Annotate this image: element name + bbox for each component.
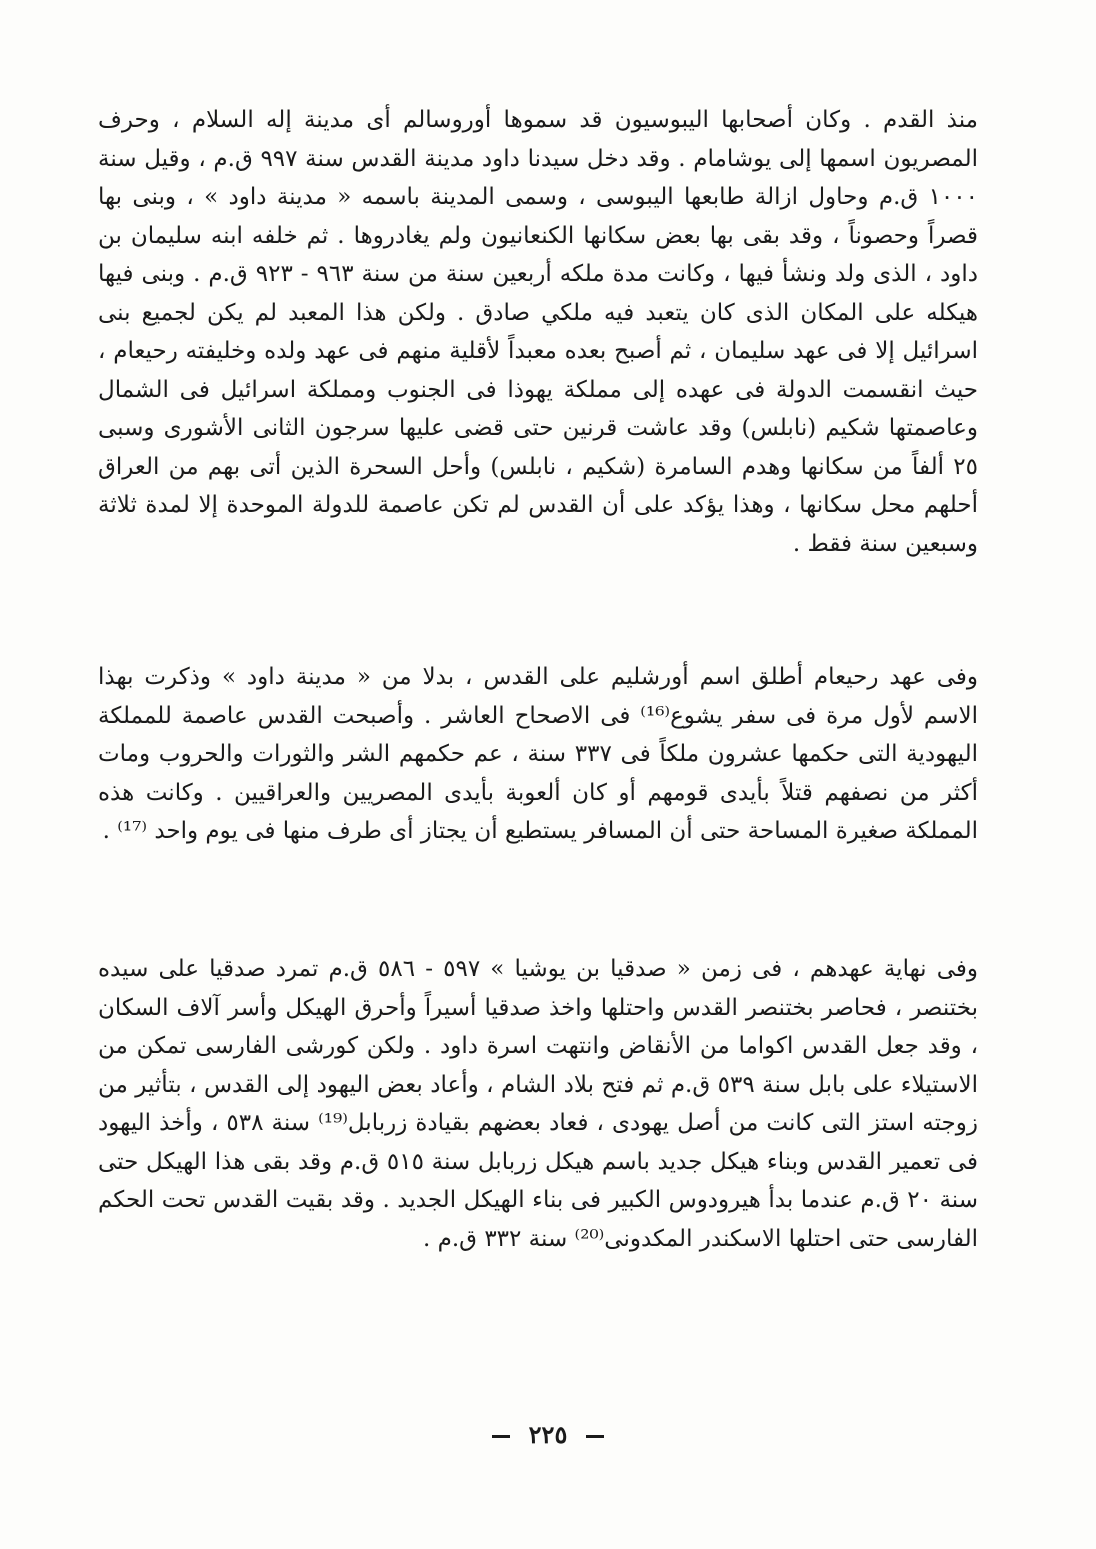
page-number-dash-right <box>492 1435 510 1438</box>
body-paragraph-3 <box>98 950 978 1258</box>
page-number <box>0 1420 1096 1449</box>
body-paragraph-1 <box>98 101 978 563</box>
page-number-value: ٢٢٥ <box>528 1420 568 1449</box>
body-paragraph-2 <box>98 658 978 851</box>
paragraph-text: وفى عهد رحيعام أطلق اسم أورشليم على القدس ، بدلا من « مدينة داود » وذكرت بهذا الاسم لأول مرة فى سفر يشوع⁽¹⁶⁾ فى الاصحاح العاشر . وأصبحت القدس عاصمة للمملكة اليهودية التى حكمها عشرون ملكاً فى ٣٣٧ سنة ، عم حكمهم الشر والثورات والحروب ومات أكثر من نصفهم قتلاً بأيدى قومهم أو كان ألعوبة بأيدى المصريين والعراقيين . وكانت هذه المملكة صغيرة المساحة حتى أن المسافر يستطيع أن يجتاز أى طرف منها فى يوم واحد ⁽¹⁷⁾ . <box>98 664 978 844</box>
paragraph-text: منذ القدم . وكان أصحابها اليبوسيون قد سموها أوروسالم أى مدينة إله السلام ، وحرف المصريون اسمها إلى يوشامام . وقد دخل سيدنا داود مدينة القدس سنة ٩٩٧ ق.م ، وقيل سنة ١٠٠٠ ق.م وحاول ازالة طابعها اليبوسى ، وسمى المدينة باسمه « مدينة داود » ، وبنى بها قصراً وحصوناً ، وقد بقى بها بعض سكانها الكنعانيون ولم يغادروها . ثم خلفه ابنه سليمان بن داود ، الذى ولد ونشأ فيها ، وكانت مدة ملكه أربعين سنة من سنة ٩٦٣ - ٩٢٣ ق.م . وبنى فيها هيكله على المكان الذى كان يتعبد فيه ملكي صادق . ولكن هذا المعبد لم يكن لجميع بنى اسرائيل إلا فى عهد سليمان ، ثم أصبح بعده معبداً لأقلية منهم فى عهد ولده وخليفته رحيعام ، حيث انقسمت الدولة فى عهده إلى مملكة يهوذا فى الجنوب ومملكة اسرائيل فى الشمال وعاصمتها شكيم (نابلس) وقد عاشت قرنين حتى قضى عليها سرجون الثانى الأشورى وسبى ٢٥ ألفاً من سكانها وهدم السامرة (شكيم ، نابلس) وأحل السحرة الذين أتى بهم من العراق أحلهم محل سكانها ، وهذا يؤكد على أن القدس لم تكن عاصمة للدولة الموحدة إلا لمدة ثلاثة وسبعين سنة فقط . <box>98 107 978 557</box>
paragraph-text: وفى نهاية عهدهم ، فى زمن « صدقيا بن يوشيا » ٥٩٧ - ٥٨٦ ق.م تمرد صدقيا على سيده بختنصر ، فحاصر بختنصر القدس واحتلها واخذ صدقيا أسيراً وأحرق الهيكل وأسر آلاف السكان ، وقد جعل القدس اكواما من الأنقاض وانتهت اسرة داود . ولكن كورشى الفارسى تمكن من الاستيلاء على بابل سنة ٥٣٩ ق.م ثم فتح بلاد الشام ، وأعاد بعض اليهود إلى القدس ، بتأثير من زوجته استز التى كانت من أصل يهودى ، فعاد بعضهم بقيادة زربابل⁽¹⁹⁾ سنة ٥٣٨ ، وأخذ اليهود فى تعمير القدس وبناء هيكل جديد باسم هيكل زربابل سنة ٥١٥ ق.م وقد بقى هذا الهيكل حتى سنة ٢٠ ق.م عندما بدأ هيرودوس الكبير فى بناء الهيكل الجديد . وقد بقيت القدس تحت الحكم الفارسى حتى احتلها الاسكندر المكدونى⁽²⁰⁾ سنة ٣٣٢ ق.م . <box>98 956 978 1252</box>
page-number-dash-left <box>586 1435 604 1438</box>
